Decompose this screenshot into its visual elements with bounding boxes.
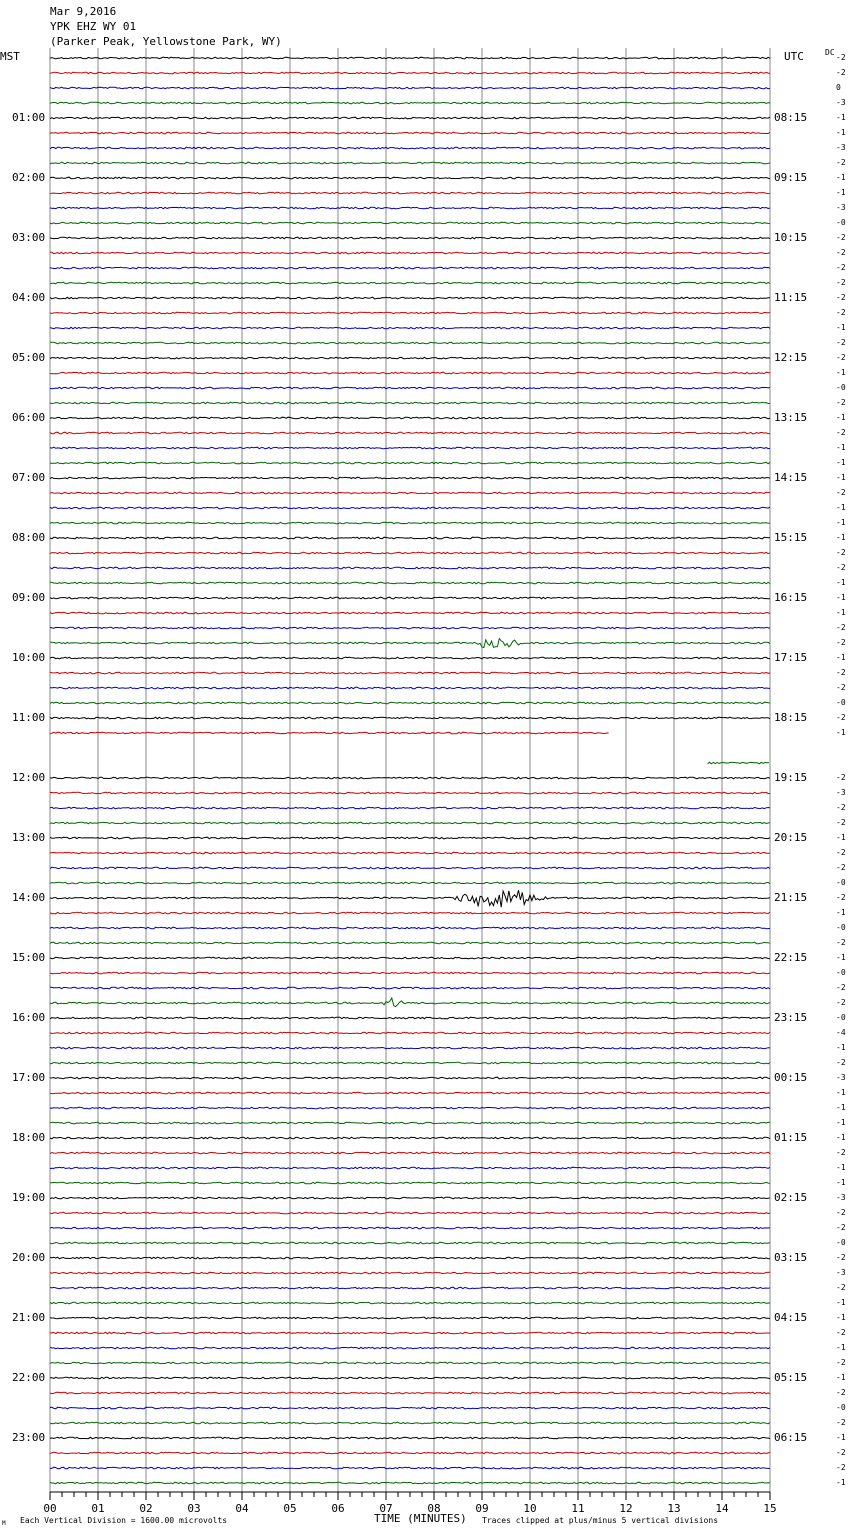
dc-offset-label: -1 bbox=[836, 1343, 846, 1352]
mst-hour-label: 10:00 bbox=[12, 651, 46, 664]
mst-hour-label: 07:00 bbox=[12, 471, 46, 484]
utc-hour-label: 06:15 bbox=[774, 1431, 808, 1444]
trace-64 bbox=[50, 1017, 770, 1019]
trace-20 bbox=[50, 357, 770, 359]
utc-hour-label: 01:15 bbox=[774, 1131, 808, 1144]
mst-hour-label: 17:00 bbox=[12, 1071, 46, 1084]
utc-hour-label: 09:15 bbox=[774, 171, 808, 184]
mst-hour-label: 15:00 bbox=[12, 951, 46, 964]
dc-offset-label: -1 bbox=[836, 593, 846, 602]
trace-57 bbox=[50, 912, 770, 914]
trace-13 bbox=[50, 252, 770, 254]
dc-offset-label: -2 bbox=[836, 1253, 846, 1262]
dc-offset-label: -2 bbox=[836, 398, 846, 407]
trace-72 bbox=[50, 1137, 770, 1139]
mst-hour-label: 21:00 bbox=[12, 1311, 46, 1324]
trace-37 bbox=[50, 612, 770, 614]
trace-91 bbox=[50, 1422, 770, 1424]
trace-95 bbox=[50, 1482, 770, 1484]
trace-8 bbox=[50, 177, 770, 179]
x-tick-label: 07 bbox=[379, 1502, 393, 1515]
trace-21 bbox=[50, 372, 770, 374]
utc-hour-label: 23:15 bbox=[774, 1011, 808, 1024]
dc-offset-label: -2 bbox=[836, 848, 846, 857]
dc-offset-label: -1 bbox=[836, 1163, 846, 1172]
trace-9 bbox=[50, 192, 770, 194]
trace-18 bbox=[50, 327, 770, 329]
dc-offset-label: -1 bbox=[836, 1313, 846, 1322]
trace-47 bbox=[708, 762, 769, 764]
utc-hour-label: 04:15 bbox=[774, 1311, 808, 1324]
utc-axis-title: UTC bbox=[784, 50, 804, 63]
dc-offset-label: -2 bbox=[836, 278, 846, 287]
trace-1 bbox=[50, 72, 770, 74]
dc-offset-label: -0 bbox=[836, 698, 846, 707]
trace-65 bbox=[50, 1032, 770, 1034]
dc-offset-label: -0 bbox=[836, 1403, 846, 1412]
utc-hour-label: 22:15 bbox=[774, 951, 808, 964]
utc-hour-label: 20:15 bbox=[774, 831, 808, 844]
dc-offset-label: -1 bbox=[836, 908, 846, 917]
mst-hour-label: 09:00 bbox=[12, 591, 46, 604]
x-tick-label: 14 bbox=[715, 1502, 729, 1515]
dc-offset-label: -1 bbox=[836, 608, 846, 617]
trace-62 bbox=[50, 987, 770, 989]
mst-hour-label: 12:00 bbox=[12, 771, 46, 784]
dc-offset-label: -1 bbox=[836, 1433, 846, 1442]
utc-hour-label: 14:15 bbox=[774, 471, 808, 484]
utc-hour-label: 16:15 bbox=[774, 591, 808, 604]
trace-69 bbox=[50, 1092, 770, 1094]
x-tick-label: 09 bbox=[475, 1502, 489, 1515]
trace-6 bbox=[50, 147, 770, 149]
dc-offset-label: -2 bbox=[836, 773, 846, 782]
dc-offset-label: -2 bbox=[836, 308, 846, 317]
dc-offset-label: -2 bbox=[836, 353, 846, 362]
x-tick-label: 01 bbox=[91, 1502, 105, 1515]
dc-offset-label: 0 bbox=[836, 83, 841, 92]
dc-offset-label: -1 bbox=[836, 113, 846, 122]
dc-offset-label: -0 bbox=[836, 1013, 846, 1022]
trace-32 bbox=[50, 537, 770, 539]
utc-hour-label: 17:15 bbox=[774, 651, 808, 664]
trace-23 bbox=[50, 402, 770, 404]
utc-hour-label: 18:15 bbox=[774, 711, 808, 724]
trace-93 bbox=[50, 1452, 770, 1454]
trace-5 bbox=[50, 132, 770, 134]
trace-87 bbox=[50, 1362, 770, 1364]
trace-38 bbox=[50, 627, 770, 629]
trace-0 bbox=[50, 57, 770, 59]
trace-76 bbox=[50, 1197, 770, 1199]
dc-offset-label: -1 bbox=[836, 188, 846, 197]
trace-67 bbox=[50, 1062, 770, 1064]
time-grid bbox=[50, 48, 770, 1492]
trace-56 bbox=[50, 890, 770, 907]
dc-offset-label: -2 bbox=[836, 263, 846, 272]
trace-83 bbox=[50, 1302, 770, 1304]
trace-61 bbox=[50, 972, 770, 974]
x-tick-label: 06 bbox=[331, 1502, 345, 1515]
dc-offset-label: -2 bbox=[836, 803, 846, 812]
mst-hour-label: 18:00 bbox=[12, 1131, 46, 1144]
trace-53 bbox=[50, 852, 770, 854]
clip-note: Traces clipped at plus/minus 5 vertical divisions bbox=[482, 1516, 719, 1525]
trace-26 bbox=[50, 447, 770, 449]
mst-hour-label: 22:00 bbox=[12, 1371, 46, 1384]
dc-offset-label: -0 bbox=[836, 1238, 846, 1247]
trace-39 bbox=[50, 639, 770, 648]
dc-offset-label: -2 bbox=[836, 683, 846, 692]
dc-offset-label: -1 bbox=[836, 173, 846, 182]
trace-52 bbox=[50, 837, 770, 839]
dc-offset-label: -1 bbox=[836, 323, 846, 332]
dc-offset-label: -1 bbox=[836, 1133, 846, 1142]
trace-63 bbox=[50, 998, 770, 1007]
dc-offset-label: -1 bbox=[836, 1373, 846, 1382]
x-tick-label: 04 bbox=[235, 1502, 249, 1515]
dc-offset-label: -2 bbox=[836, 893, 846, 902]
dc-offset-label: -0 bbox=[836, 218, 846, 227]
trace-60 bbox=[50, 957, 770, 959]
dc-offset-label: -1 bbox=[836, 578, 846, 587]
trace-55 bbox=[50, 882, 770, 884]
trace-19 bbox=[50, 342, 770, 344]
trace-14 bbox=[50, 267, 770, 269]
dc-offset-label: -1 bbox=[836, 128, 846, 137]
utc-hour-label: 21:15 bbox=[774, 891, 808, 904]
dc-offset-label: -1 bbox=[836, 653, 846, 662]
dc-offset-label: -2 bbox=[836, 158, 846, 167]
dc-offset-label: -2 bbox=[836, 1283, 846, 1292]
dc-offset-label: -1 bbox=[836, 1478, 846, 1487]
utc-hour-label: 13:15 bbox=[774, 411, 808, 424]
dc-offset-label: -2 bbox=[836, 1418, 846, 1427]
dc-offset-label: -3 bbox=[836, 1268, 846, 1277]
x-tick-label: 08 bbox=[427, 1502, 441, 1515]
scale-note: Each Vertical Division = 1600.00 microvolts bbox=[20, 1516, 228, 1525]
dc-offset-label: -2 bbox=[836, 233, 846, 242]
x-tick-label: 13 bbox=[667, 1502, 681, 1515]
mst-hour-label: 14:00 bbox=[12, 891, 46, 904]
dc-offset-label: -2 bbox=[836, 428, 846, 437]
x-tick-label: 10 bbox=[523, 1502, 537, 1515]
dc-offset-label: -2 bbox=[836, 53, 846, 62]
seismic-traces bbox=[50, 57, 770, 1484]
trace-73 bbox=[50, 1152, 770, 1154]
trace-59 bbox=[50, 942, 770, 944]
mst-axis-title: MST bbox=[0, 50, 20, 63]
trace-35 bbox=[50, 582, 770, 584]
dc-offset-label: -2 bbox=[836, 1058, 846, 1067]
x-tick-label: 11 bbox=[571, 1502, 585, 1515]
trace-85 bbox=[50, 1332, 770, 1334]
x-tick-label: 02 bbox=[139, 1502, 153, 1515]
trace-42 bbox=[50, 687, 770, 689]
trace-22 bbox=[50, 387, 770, 389]
dc-offset-label: -1 bbox=[836, 503, 846, 512]
dc-offset-label: -1 bbox=[836, 443, 846, 452]
trace-27 bbox=[50, 462, 770, 464]
trace-12 bbox=[50, 237, 770, 239]
trace-70 bbox=[50, 1107, 770, 1109]
dc-offset-label: -1 bbox=[836, 953, 846, 962]
dc-offset-label: -2 bbox=[836, 998, 846, 1007]
utc-hour-label: 05:15 bbox=[774, 1371, 808, 1384]
x-axis-label: TIME (MINUTES) bbox=[374, 1512, 467, 1525]
dc-offset-label: -3 bbox=[836, 1073, 846, 1082]
dc-offset-label: -1 bbox=[836, 518, 846, 527]
trace-82 bbox=[50, 1287, 770, 1289]
trace-68 bbox=[50, 1077, 770, 1079]
x-tick-label: 00 bbox=[43, 1502, 57, 1515]
dc-offset-label: -1 bbox=[836, 473, 846, 482]
trace-88 bbox=[50, 1377, 770, 1379]
trace-71 bbox=[50, 1122, 770, 1124]
mst-hour-label: 16:00 bbox=[12, 1011, 46, 1024]
mst-hour-label: 19:00 bbox=[12, 1191, 46, 1204]
trace-36 bbox=[50, 597, 770, 599]
dc-offset-label: -2 bbox=[836, 338, 846, 347]
trace-15 bbox=[50, 282, 770, 284]
trace-25 bbox=[50, 432, 770, 434]
trace-50 bbox=[50, 807, 770, 809]
dc-offset-label: -2 bbox=[836, 293, 846, 302]
x-tick-label: 03 bbox=[187, 1502, 201, 1515]
trace-45 bbox=[50, 732, 609, 734]
mst-hour-label: 11:00 bbox=[12, 711, 46, 724]
dc-offset-label: -0 bbox=[836, 383, 846, 392]
dc-offset-label: -1 bbox=[836, 1043, 846, 1052]
trace-51 bbox=[50, 822, 770, 824]
dc-offset-label: -1 bbox=[836, 728, 846, 737]
trace-86 bbox=[50, 1347, 770, 1349]
dc-offset-label: -1 bbox=[836, 1088, 846, 1097]
trace-3 bbox=[50, 102, 770, 104]
dc-offset-label: -2 bbox=[836, 638, 846, 647]
dc-offset-label: -0 bbox=[836, 878, 846, 887]
dc-offset-label: -2 bbox=[836, 488, 846, 497]
trace-66 bbox=[50, 1047, 770, 1049]
trace-90 bbox=[50, 1407, 770, 1409]
trace-79 bbox=[50, 1242, 770, 1244]
dc-offset-label: -1 bbox=[836, 1298, 846, 1307]
dc-offset-label: -0 bbox=[836, 968, 846, 977]
mst-hour-label: 04:00 bbox=[12, 291, 46, 304]
dc-offset-label: -1 bbox=[836, 1178, 846, 1187]
dc-offset-label: -3 bbox=[836, 1193, 846, 1202]
dc-offset-label: -2 bbox=[836, 1358, 846, 1367]
trace-48 bbox=[50, 777, 770, 779]
dc-offset-label: -1 bbox=[836, 1103, 846, 1112]
utc-hour-label: 00:15 bbox=[774, 1071, 808, 1084]
trace-28 bbox=[50, 477, 770, 479]
dc-offset-label: -2 bbox=[836, 1223, 846, 1232]
dc-offset-label: -1 bbox=[836, 1118, 846, 1127]
trace-74 bbox=[50, 1167, 770, 1169]
mst-hour-label: 06:00 bbox=[12, 411, 46, 424]
trace-24 bbox=[50, 417, 770, 419]
trace-7 bbox=[50, 162, 770, 164]
mst-hour-label: 05:00 bbox=[12, 351, 46, 364]
trace-31 bbox=[50, 522, 770, 524]
dc-offset-label: -2 bbox=[836, 713, 846, 722]
dc-offset-label: -2 bbox=[836, 548, 846, 557]
trace-30 bbox=[50, 507, 770, 509]
trace-44 bbox=[50, 717, 770, 719]
dc-offset-label: -2 bbox=[836, 1148, 846, 1157]
utc-hour-label: 03:15 bbox=[774, 1251, 808, 1264]
dc-offset-label: -1 bbox=[836, 458, 846, 467]
utc-hour-label: 02:15 bbox=[774, 1191, 808, 1204]
utc-hour-label: 12:15 bbox=[774, 351, 808, 364]
dc-offset-label: -2 bbox=[836, 1388, 846, 1397]
x-tick-label: 15 bbox=[763, 1502, 777, 1515]
header-location: (Parker Peak, Yellowstone Park, WY) bbox=[50, 35, 282, 48]
trace-80 bbox=[50, 1257, 770, 1259]
dc-offset-label: -2 bbox=[836, 68, 846, 77]
mst-hour-label: 02:00 bbox=[12, 171, 46, 184]
dc-label: DC bbox=[825, 48, 835, 57]
trace-2 bbox=[50, 87, 770, 89]
dc-offset-label: -3 bbox=[836, 98, 846, 107]
dc-offset-label: -2 bbox=[836, 938, 846, 947]
trace-49 bbox=[50, 792, 770, 794]
header-station: YPK EHZ WY 01 bbox=[50, 20, 137, 33]
dc-offset-label: -2 bbox=[836, 248, 846, 257]
trace-33 bbox=[50, 552, 770, 554]
trace-78 bbox=[50, 1227, 770, 1229]
dc-offset-label: -3 bbox=[836, 788, 846, 797]
trace-84 bbox=[50, 1317, 770, 1319]
dc-offset-label: -2 bbox=[836, 1208, 846, 1217]
utc-hour-label: 10:15 bbox=[774, 231, 808, 244]
mst-hour-label: 23:00 bbox=[12, 1431, 46, 1444]
trace-92 bbox=[50, 1437, 770, 1439]
trace-34 bbox=[50, 567, 770, 569]
dc-offset-label: -2 bbox=[836, 983, 846, 992]
trace-75 bbox=[50, 1182, 770, 1184]
dc-offset-label: -1 bbox=[836, 833, 846, 842]
dc-offset-label: -3 bbox=[836, 143, 846, 152]
mst-hour-label: 03:00 bbox=[12, 231, 46, 244]
mst-hour-label: 13:00 bbox=[12, 831, 46, 844]
dc-offset-label: -4 bbox=[836, 1028, 846, 1037]
dc-offset-label: -1 bbox=[836, 368, 846, 377]
utc-hour-label: 15:15 bbox=[774, 531, 808, 544]
utc-hour-label: 11:15 bbox=[774, 291, 808, 304]
x-tick-label: 12 bbox=[619, 1502, 633, 1515]
trace-94 bbox=[50, 1467, 770, 1469]
trace-4 bbox=[50, 117, 770, 119]
mst-hour-label: 20:00 bbox=[12, 1251, 46, 1264]
dc-offset-label: -2 bbox=[836, 818, 846, 827]
trace-11 bbox=[50, 222, 770, 224]
trace-40 bbox=[50, 657, 770, 659]
trace-77 bbox=[50, 1212, 770, 1214]
dc-offset-label: -2 bbox=[836, 668, 846, 677]
trace-10 bbox=[50, 207, 770, 209]
trace-54 bbox=[50, 867, 770, 869]
dc-offset-label: -2 bbox=[836, 623, 846, 632]
trace-41 bbox=[50, 672, 770, 674]
dc-offset-label: -3 bbox=[836, 203, 846, 212]
trace-29 bbox=[50, 492, 770, 494]
dc-offset-label: -2 bbox=[836, 563, 846, 572]
trace-16 bbox=[50, 297, 770, 299]
dc-offset-label: -2 bbox=[836, 1448, 846, 1457]
header-date: Mar 9,2016 bbox=[50, 5, 117, 18]
trace-43 bbox=[50, 702, 770, 704]
trace-81 bbox=[50, 1272, 770, 1274]
utc-hour-label: 19:15 bbox=[774, 771, 808, 784]
dc-offset-label: -2 bbox=[836, 1328, 846, 1337]
dc-offset-label: -1 bbox=[836, 413, 846, 422]
mst-hour-label: 08:00 bbox=[12, 531, 46, 544]
dc-offset-label: -2 bbox=[836, 1463, 846, 1472]
trace-58 bbox=[50, 927, 770, 929]
x-tick-label: 05 bbox=[283, 1502, 297, 1515]
trace-17 bbox=[50, 312, 770, 314]
utc-hour-label: 08:15 bbox=[774, 111, 808, 124]
dc-offset-label: -1 bbox=[836, 533, 846, 542]
mst-hour-label: 01:00 bbox=[12, 111, 46, 124]
dc-offset-label: -0 bbox=[836, 923, 846, 932]
trace-89 bbox=[50, 1392, 770, 1394]
corner-mark: M bbox=[2, 1520, 6, 1527]
dc-offset-label: -2 bbox=[836, 863, 846, 872]
